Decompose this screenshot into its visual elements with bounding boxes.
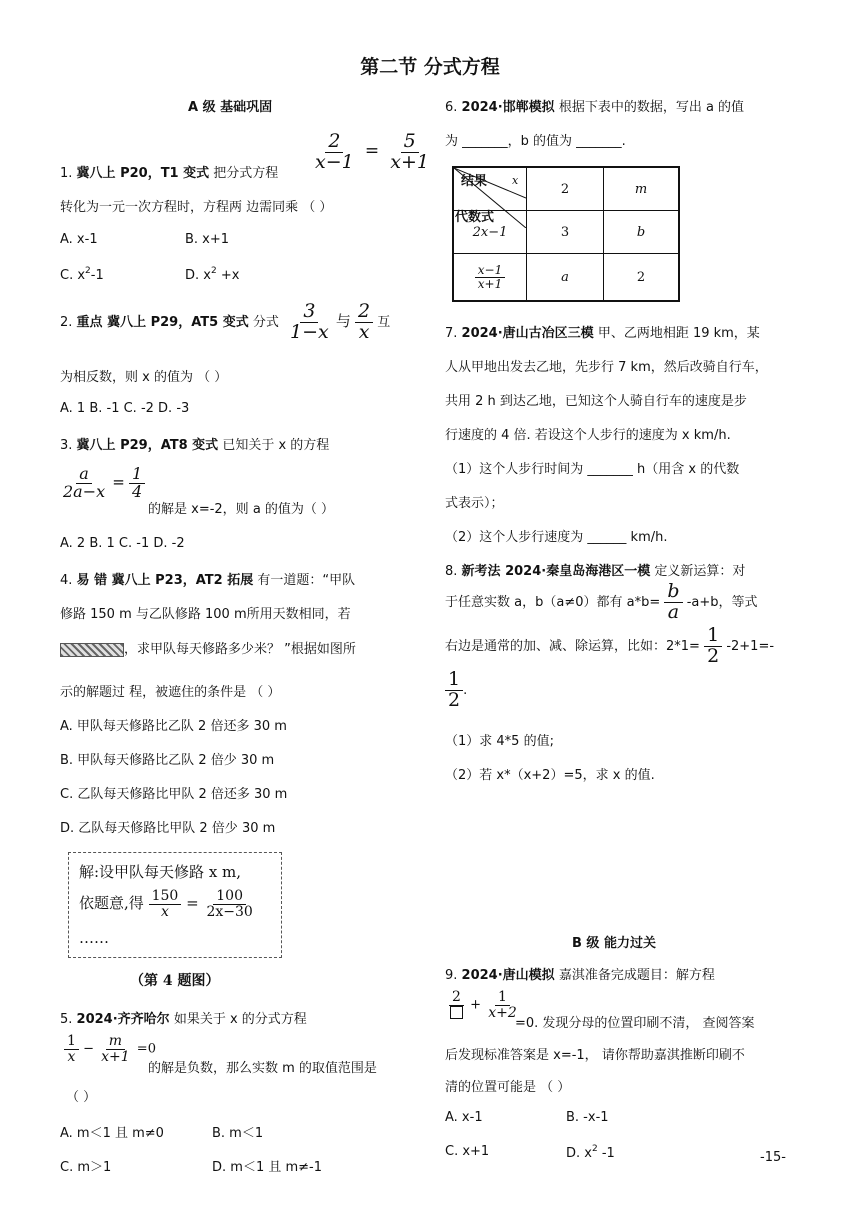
section-a-level: A 级 基础巩固 [188, 100, 273, 115]
q9-option-d: D. $x^2$ -1 [566, 1144, 615, 1161]
q5-paren: （ ） [66, 1090, 97, 1105]
q4-stem-4: 示的解题过 程，被遮住的条件是 （ ） [60, 685, 281, 700]
q4-stem-3: ，求甲队每天修路多少米？ ”根据如图所 [60, 638, 356, 657]
q3-equation: $\frac{a}{2a-x}$ = $\frac{1}{4}$ [60, 466, 145, 501]
q1-equation: $\frac{2}{x-1}$ = $\frac{5}{x+1}$ [312, 132, 432, 173]
q5-stem-2: 的解是负数，那么实数 m 的取值范围是 [148, 1061, 377, 1076]
q6-stem-2: 为 _______，b 的值为 _______. [445, 134, 626, 149]
q2-stem: 2. 重点 冀八上 P29，AT5 变式 分式 $\frac{3}{1-x}$ 与 $\frac{2}{x}$ 互 [60, 300, 391, 343]
q5-frac-right: $\frac{m}{x+1}$ [101, 1033, 130, 1065]
q5-option-d: D. m＜1 且 m≠-1 [212, 1160, 322, 1175]
q7-sub-2: （2）这个人步行速度为 ______ km/h. [445, 530, 668, 545]
q8-line-3: 右边是通常的加、减、除运算，比如：2*1= $\frac{1}{2}$ -2+1=- [445, 624, 775, 667]
q5-option-c: C. m＞1 [60, 1160, 112, 1175]
q9-option-a: A. x-1 [445, 1110, 483, 1125]
page-title: 第二节 分式方程 [360, 56, 500, 78]
q4-figure-caption: （第 4 题图） [130, 973, 220, 989]
q4-box-frac-left: $\frac{150}{x}$ [149, 889, 182, 919]
unclear-box-icon [450, 1006, 463, 1019]
row2-cell-1: a [527, 254, 604, 302]
q9-stem-2: =0. 发现分母的位置印刷不清， 查阅答案 [515, 1016, 755, 1031]
q9-stem-3: 后发现标准答案是 x=-1， 请你帮助嘉淇推断印刷不 [445, 1048, 745, 1063]
q1-frac-left: $\frac{2}{x-1}$ [315, 130, 354, 173]
q1-stem-2: 转化为一元一次方程时，方程两 边需同乘 （ ） [60, 200, 333, 215]
q3-frac-left: $\frac{a}{2a-x}$ [63, 464, 106, 501]
q8-stem: 8. 新考法 2024·秦皇岛海港区一模 定义新运算：对 [445, 564, 746, 579]
q7-stem: 7. 2024·唐山古冶区三模 甲、乙两地相距 19 km，某 [445, 326, 760, 341]
q8-frac-half: $\frac{1}{2}$ [704, 626, 722, 667]
q9-equation: 2 + $\frac{1}{x+2}$ [447, 990, 520, 1020]
col-header-2: 2 [527, 167, 604, 211]
q7-line-4: 行速度的 4 倍. 若设这个人步行的速度为 x km/h. [445, 428, 731, 443]
q4-box-line2: 依题意,得 $\frac{150}{x}$ = $\frac{100}{2x-30}$ [79, 889, 256, 919]
q1-option-a: A. x-1 [60, 232, 98, 247]
row2-label: $\frac{x-1}{x+1}$ [453, 254, 527, 302]
q7-sub-1-cont: 式表示）； [445, 496, 504, 511]
q1-option-d: D. $x^2 +x$ [185, 266, 240, 283]
q3-stem-2: 的解是 x=-2，则 a 的值为（ ） [148, 502, 335, 517]
row1-cell-1: 3 [527, 211, 604, 254]
q9-option-b: B. -x-1 [566, 1110, 609, 1125]
q2-options: A. 1 B. -1 C. -2 D. -3 [60, 401, 190, 416]
q1-stem: 1. 冀八上 P20，T1 变式 把分式方程 [60, 166, 279, 181]
q3-frac-right: $\frac{1}{4}$ [129, 466, 145, 501]
q4-option-c: C. 乙队每天修路比甲队 2 倍还多 30 m [60, 787, 288, 802]
q8-sub-1: （1）求 4*5 的值; [445, 734, 554, 749]
q4-box-line3: …… [79, 929, 109, 947]
q8-line-2: 于任意实数 a，b（a≠0）都有 a*b= $\frac{b}{a}$ -a+b，等式 [445, 580, 758, 623]
q9-stem: 9. 2024·唐山模拟 嘉淇准备完成题目：解方程 [445, 968, 715, 983]
q5-frac-left: $\frac{1}{x}$ [64, 1034, 79, 1064]
q4-option-d: D. 乙队每天修路比甲队 2 倍少 30 m [60, 821, 276, 836]
q8-frac-half-2: $\frac{1}{2}$ [445, 670, 463, 711]
row2-cell-2: 2 [604, 254, 680, 302]
q7-tag: 2024·唐山古冶区三模 [461, 326, 594, 341]
q4-box-frac-right: $\frac{100}{2x-30}$ [206, 888, 253, 920]
q2-stem-2: 为相反数，则 x 的值为 （ ） [60, 370, 228, 385]
q1-tag: 冀八上 P20，T1 变式 [76, 166, 210, 181]
q9-tag: 2024·唐山模拟 [461, 968, 555, 983]
q6-tag: 2024·邯郸模拟 [461, 100, 555, 115]
table-corner-cell [453, 167, 527, 225]
q8-frac-b-over-a: $\frac{b}{a}$ [664, 582, 682, 623]
section-b-level: B 级 能力过关 [572, 936, 656, 951]
q3-options: A. 2 B. 1 C. -1 D. -2 [60, 536, 185, 551]
q7-line-3: 共用 2 h 到达乙地，已知这个人骑自行车的速度是步 [445, 394, 747, 409]
q5-option-b: B. m＜1 [212, 1126, 264, 1141]
q4-option-b: B. 甲队每天修路比乙队 2 倍少 30 m [60, 753, 275, 768]
q8-tag: 新考法 2024·秦皇岛海港区一模 [461, 564, 651, 579]
q6-stem: 6. 2024·邯郸模拟 根据下表中的数据，写出 a 的值 [445, 100, 745, 115]
q8-line-4: $\frac{1}{2}$ . [445, 670, 467, 711]
hidden-condition-bar [60, 643, 124, 657]
q9-stem-4: 清的位置可能是 （ ） [445, 1080, 571, 1095]
corner-label-result: 结果 [461, 174, 488, 189]
q5-option-a: A. m＜1 且 m≠0 [60, 1126, 164, 1141]
q2-tag: 重点 冀八上 P29，AT5 变式 [76, 314, 249, 330]
page-number: -15- [760, 1150, 786, 1165]
q3-stem: 3. 冀八上 P29，AT8 变式 已知关于 x 的方程 [60, 438, 330, 453]
q2-frac-left: $\frac{3}{1-x}$ [290, 300, 329, 343]
q1-option-b: B. x+1 [185, 232, 230, 247]
q4-tag: 易 错 冀八上 P23，AT2 拓展 [76, 573, 254, 588]
q5-stem: 5. 2024·齐齐哈尔 如果关于 x 的分式方程 [60, 1012, 307, 1027]
q4-box-line1: 解:设甲队每天修路 x m, [79, 863, 242, 881]
q6-data-table [452, 166, 680, 302]
q1-frac-right: $\frac{5}{x+1}$ [390, 130, 429, 173]
row1-label: 2x−1 [453, 211, 527, 254]
col-header-m: m [604, 167, 680, 211]
q5-tag: 2024·齐齐哈尔 [76, 1012, 170, 1027]
q7-line-2: 人从甲地出发去乙地，先步行 7 km，然后改骑自行车， [445, 360, 768, 375]
q3-tag: 冀八上 P29，AT8 变式 [76, 438, 219, 453]
corner-label-expression: 代数式 [455, 210, 495, 225]
row1-cell-2: b [604, 211, 680, 254]
q7-sub-1: （1）这个人步行时间为 _______ h（用含 x 的代数 [445, 462, 740, 477]
q4-solution-box [68, 852, 282, 958]
q9-frac-right: $\frac{1}{x+2}$ [488, 989, 517, 1021]
q8-sub-2: （2）若 x*（x+2）=5，求 x 的值. [445, 768, 655, 783]
q4-stem-2: 修路 150 m 与乙队修路 100 m所用天数相同，若 [60, 607, 351, 622]
q1-option-c: C. $x^2-1$ [60, 266, 104, 283]
q2-frac-right: $\frac{2}{x}$ [355, 302, 373, 343]
q4-stem: 4. 易 错 冀八上 P23，AT2 拓展 有一道题：“甲队 [60, 573, 356, 588]
q5-equation: $\frac{1}{x}$ − $\frac{m}{x+1}$ =0 [64, 1034, 156, 1064]
q4-option-a: A. 甲队每天修路比乙队 2 倍还多 30 m [60, 719, 287, 734]
q9-frac-unclear: 2 [447, 990, 466, 1020]
q9-option-c: C. x+1 [445, 1144, 490, 1159]
corner-label-x: x [512, 174, 519, 187]
